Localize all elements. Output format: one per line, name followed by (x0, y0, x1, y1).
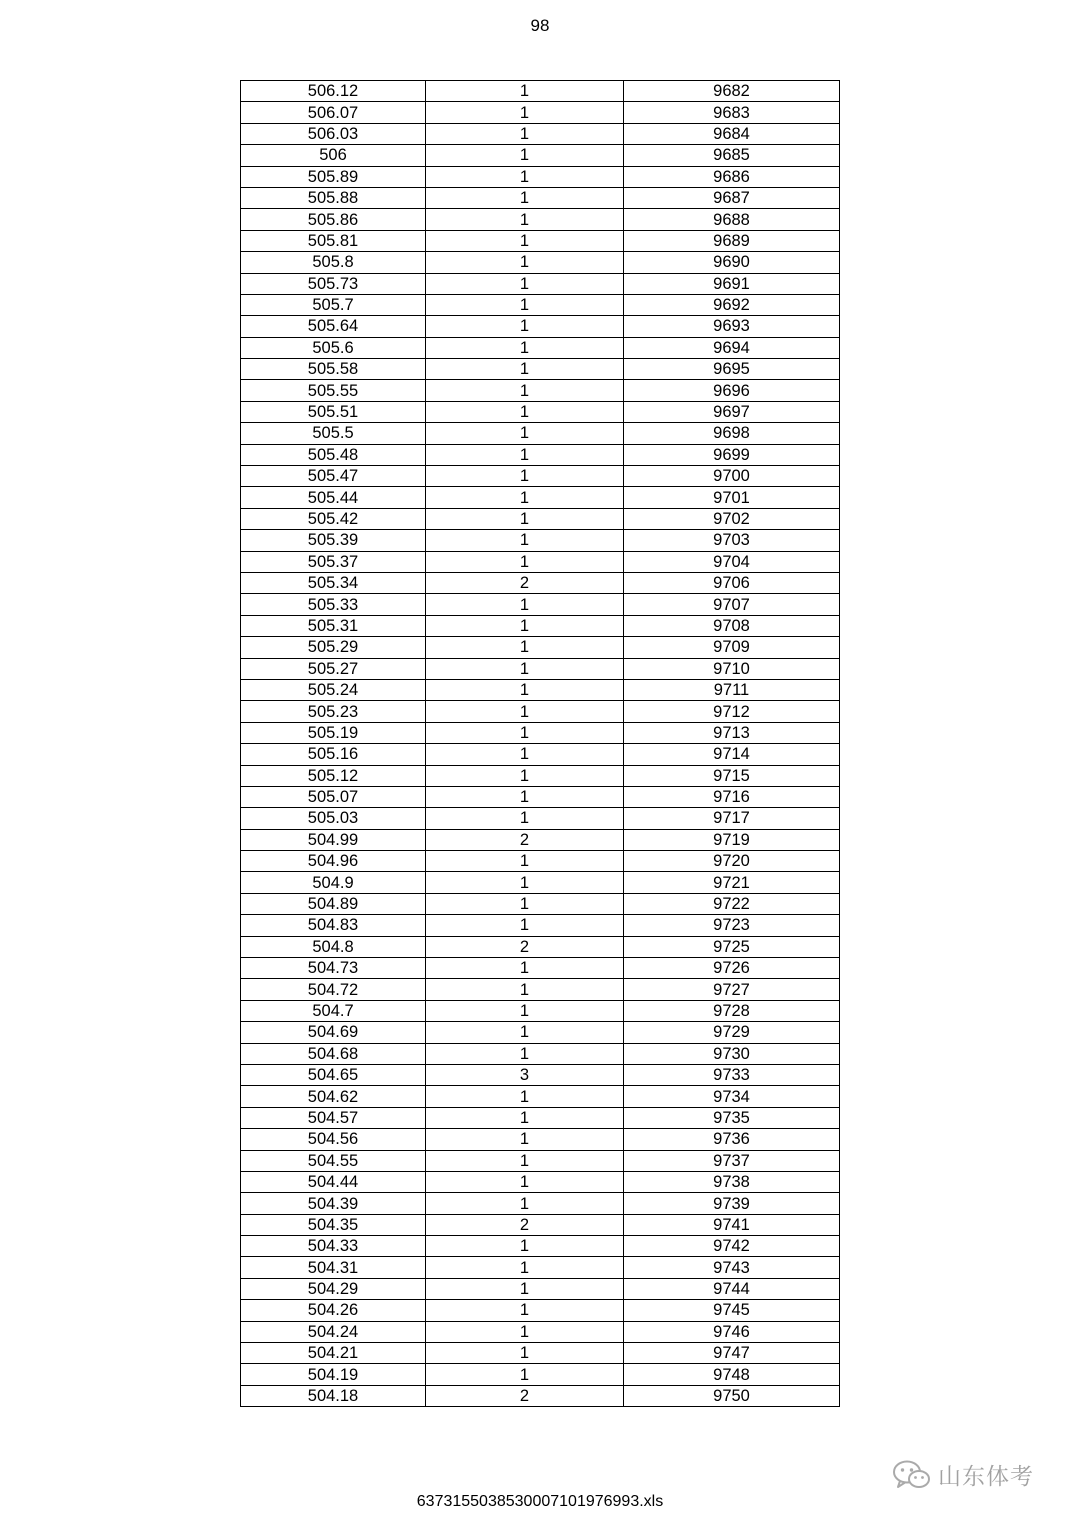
count-cell: 1 (426, 851, 624, 872)
score-cell: 504.73 (241, 958, 426, 979)
table-row (241, 786, 840, 807)
table-row (241, 1043, 840, 1064)
score-cell: 505.27 (241, 658, 426, 679)
count-cell: 1 (426, 786, 624, 807)
score-cell: 505.6 (241, 337, 426, 358)
cumulative-cell: 9707 (624, 594, 840, 615)
count-cell: 1 (426, 679, 624, 700)
table-row (241, 551, 840, 572)
score-cell: 505.89 (241, 166, 426, 187)
cumulative-cell: 9728 (624, 1000, 840, 1021)
count-cell: 2 (426, 572, 624, 593)
cumulative-cell: 9723 (624, 915, 840, 936)
cumulative-cell: 9715 (624, 765, 840, 786)
count-cell: 1 (426, 765, 624, 786)
count-cell: 1 (426, 444, 624, 465)
watermark-text: 山东体考 (938, 1464, 1034, 1490)
score-cell: 505.73 (241, 273, 426, 294)
table-row (241, 1193, 840, 1214)
table-row (241, 893, 840, 914)
count-cell: 1 (426, 1150, 624, 1171)
cumulative-cell: 9721 (624, 872, 840, 893)
cumulative-cell: 9739 (624, 1193, 840, 1214)
count-cell: 1 (426, 209, 624, 230)
score-cell: 505.16 (241, 744, 426, 765)
count-cell: 1 (426, 81, 624, 102)
table-row (241, 1300, 840, 1321)
footer-filename: 637315503853000710197699​3.xls (416, 1493, 664, 1510)
score-cell: 504.29 (241, 1278, 426, 1299)
cumulative-cell: 9742 (624, 1236, 840, 1257)
table-row (241, 487, 840, 508)
table-row (241, 1129, 840, 1150)
count-cell: 1 (426, 466, 624, 487)
score-cell: 504.65 (241, 1064, 426, 1085)
table-row (241, 936, 840, 957)
cumulative-cell: 9698 (624, 423, 840, 444)
cumulative-cell: 9701 (624, 487, 840, 508)
table-row (241, 851, 840, 872)
cumulative-cell: 9719 (624, 829, 840, 850)
count-cell: 2 (426, 829, 624, 850)
count-cell: 1 (426, 273, 624, 294)
score-cell: 505.23 (241, 701, 426, 722)
score-cell: 505.44 (241, 487, 426, 508)
table-row (241, 722, 840, 743)
table-row (241, 808, 840, 829)
count-cell: 1 (426, 979, 624, 1000)
cumulative-cell: 9747 (624, 1343, 840, 1364)
score-cell: 504.18 (241, 1385, 426, 1406)
score-cell: 505.81 (241, 230, 426, 251)
score-cell: 505.42 (241, 508, 426, 529)
cumulative-cell: 9695 (624, 359, 840, 380)
count-cell: 1 (426, 551, 624, 572)
score-cell: 505.86 (241, 209, 426, 230)
cumulative-cell: 9748 (624, 1364, 840, 1385)
table-row (241, 380, 840, 401)
cumulative-cell: 9688 (624, 209, 840, 230)
cumulative-cell: 9712 (624, 701, 840, 722)
score-cell: 505.37 (241, 551, 426, 572)
score-cell: 505.51 (241, 401, 426, 422)
count-cell: 1 (426, 123, 624, 144)
table-row (241, 1257, 840, 1278)
score-cell: 505.07 (241, 786, 426, 807)
cumulative-cell: 9690 (624, 252, 840, 273)
count-cell: 1 (426, 1022, 624, 1043)
score-cell: 505.7 (241, 294, 426, 315)
score-cell: 504.68 (241, 1043, 426, 1064)
cumulative-cell: 9743 (624, 1257, 840, 1278)
cumulative-cell: 9704 (624, 551, 840, 572)
count-cell: 1 (426, 872, 624, 893)
cumulative-cell: 9722 (624, 893, 840, 914)
score-cell: 504.8 (241, 936, 426, 957)
score-cell: 505.03 (241, 808, 426, 829)
table-row (241, 1214, 840, 1235)
score-cell: 505.33 (241, 594, 426, 615)
score-cell: 506.07 (241, 102, 426, 123)
score-cell: 505.31 (241, 615, 426, 636)
table-row (241, 316, 840, 337)
cumulative-cell: 9733 (624, 1064, 840, 1085)
table-row (241, 359, 840, 380)
score-cell: 504.19 (241, 1364, 426, 1385)
table-row (241, 1022, 840, 1043)
score-cell: 504.33 (241, 1236, 426, 1257)
count-cell: 1 (426, 487, 624, 508)
table-row (241, 81, 840, 102)
cumulative-cell: 9738 (624, 1171, 840, 1192)
score-cell: 504.56 (241, 1129, 426, 1150)
count-cell: 1 (426, 230, 624, 251)
table-row (241, 1171, 840, 1192)
count-cell: 1 (426, 102, 624, 123)
score-cell: 505.39 (241, 530, 426, 551)
table-row (241, 123, 840, 144)
table-row (241, 1343, 840, 1364)
count-cell: 1 (426, 958, 624, 979)
cumulative-cell: 9686 (624, 166, 840, 187)
cumulative-cell: 9702 (624, 508, 840, 529)
count-cell: 1 (426, 1257, 624, 1278)
table-row (241, 166, 840, 187)
count-cell: 1 (426, 658, 624, 679)
score-cell: 505.48 (241, 444, 426, 465)
table-row (241, 1278, 840, 1299)
score-cell: 504.26 (241, 1300, 426, 1321)
cumulative-cell: 9725 (624, 936, 840, 957)
count-cell: 1 (426, 294, 624, 315)
count-cell: 1 (426, 594, 624, 615)
cumulative-cell: 9746 (624, 1321, 840, 1342)
watermark (892, 1458, 1034, 1491)
table-row (241, 273, 840, 294)
score-cell: 504.35 (241, 1214, 426, 1235)
score-cell: 504.21 (241, 1343, 426, 1364)
score-cell: 505.34 (241, 572, 426, 593)
score-cell: 504.9 (241, 872, 426, 893)
cumulative-cell: 9716 (624, 786, 840, 807)
cumulative-cell: 9711 (624, 679, 840, 700)
count-cell: 1 (426, 316, 624, 337)
table-row (241, 209, 840, 230)
score-cell: 504.7 (241, 1000, 426, 1021)
count-cell: 1 (426, 1193, 624, 1214)
score-cell: 505.19 (241, 722, 426, 743)
score-cell: 505.64 (241, 316, 426, 337)
cumulative-cell: 9692 (624, 294, 840, 315)
score-cell: 505.8 (241, 252, 426, 273)
count-cell: 1 (426, 423, 624, 444)
count-cell: 1 (426, 1236, 624, 1257)
table-row (241, 145, 840, 166)
table-row (241, 187, 840, 208)
cumulative-cell: 9709 (624, 637, 840, 658)
score-cell: 505.12 (241, 765, 426, 786)
table-row (241, 1086, 840, 1107)
cumulative-cell: 9689 (624, 230, 840, 251)
count-cell: 1 (426, 1043, 624, 1064)
page-number: 98 (530, 16, 550, 35)
table-row (241, 230, 840, 251)
count-cell: 1 (426, 1343, 624, 1364)
table-row (241, 872, 840, 893)
score-cell: 505.5 (241, 423, 426, 444)
table-row (241, 530, 840, 551)
table-row (241, 1321, 840, 1342)
table-row (241, 637, 840, 658)
score-cell: 504.72 (241, 979, 426, 1000)
table-row (241, 1064, 840, 1085)
cumulative-cell: 9734 (624, 1086, 840, 1107)
table-row (241, 765, 840, 786)
score-cell: 505.24 (241, 679, 426, 700)
score-cell: 504.99 (241, 829, 426, 850)
count-cell: 1 (426, 187, 624, 208)
score-cell: 505.47 (241, 466, 426, 487)
table-row (241, 829, 840, 850)
cumulative-cell: 9682 (624, 81, 840, 102)
count-cell: 1 (426, 145, 624, 166)
cumulative-cell: 9697 (624, 401, 840, 422)
table-row (241, 572, 840, 593)
table-row (241, 1107, 840, 1128)
cumulative-cell: 9706 (624, 572, 840, 593)
score-cell: 504.96 (241, 851, 426, 872)
score-cell: 504.39 (241, 1193, 426, 1214)
table-row (241, 915, 840, 936)
score-cell: 504.62 (241, 1086, 426, 1107)
count-cell: 1 (426, 530, 624, 551)
cumulative-cell: 9691 (624, 273, 840, 294)
score-cell: 505.55 (241, 380, 426, 401)
count-cell: 1 (426, 1364, 624, 1385)
count-cell: 1 (426, 915, 624, 936)
score-table (240, 80, 840, 1407)
table-row (241, 294, 840, 315)
table-body (241, 81, 840, 1407)
table-row (241, 1364, 840, 1385)
cumulative-cell: 9713 (624, 722, 840, 743)
table-row (241, 102, 840, 123)
score-cell: 506.03 (241, 123, 426, 144)
count-cell: 3 (426, 1064, 624, 1085)
count-cell: 1 (426, 637, 624, 658)
cumulative-cell: 9726 (624, 958, 840, 979)
count-cell: 2 (426, 1385, 624, 1406)
score-cell: 506.12 (241, 81, 426, 102)
table-row (241, 508, 840, 529)
cumulative-cell: 9750 (624, 1385, 840, 1406)
score-cell: 504.44 (241, 1171, 426, 1192)
count-cell: 1 (426, 1171, 624, 1192)
count-cell: 1 (426, 722, 624, 743)
cumulative-cell: 9699 (624, 444, 840, 465)
table-row (241, 1385, 840, 1406)
count-cell: 1 (426, 508, 624, 529)
count-cell: 1 (426, 1107, 624, 1128)
score-cell: 504.57 (241, 1107, 426, 1128)
count-cell: 1 (426, 359, 624, 380)
count-cell: 1 (426, 401, 624, 422)
table-row (241, 1000, 840, 1021)
score-cell: 506 (241, 145, 426, 166)
cumulative-cell: 9720 (624, 851, 840, 872)
cumulative-cell: 9693 (624, 316, 840, 337)
count-cell: 1 (426, 615, 624, 636)
cumulative-cell: 9735 (624, 1107, 840, 1128)
table-row (241, 423, 840, 444)
count-cell: 1 (426, 744, 624, 765)
table-row (241, 1150, 840, 1171)
count-cell: 1 (426, 1000, 624, 1021)
cumulative-cell: 9727 (624, 979, 840, 1000)
score-cell: 504.89 (241, 893, 426, 914)
cumulative-cell: 9685 (624, 145, 840, 166)
score-cell: 504.24 (241, 1321, 426, 1342)
count-cell: 1 (426, 701, 624, 722)
cumulative-cell: 9741 (624, 1214, 840, 1235)
cumulative-cell: 9714 (624, 744, 840, 765)
count-cell: 1 (426, 1300, 624, 1321)
count-cell: 1 (426, 1086, 624, 1107)
count-cell: 1 (426, 893, 624, 914)
count-cell: 1 (426, 1278, 624, 1299)
table-row (241, 658, 840, 679)
table-row (241, 679, 840, 700)
cumulative-cell: 9687 (624, 187, 840, 208)
table-row (241, 594, 840, 615)
cumulative-cell: 9694 (624, 337, 840, 358)
wechat-icon (892, 1459, 932, 1491)
cumulative-cell: 9696 (624, 380, 840, 401)
table-row (241, 979, 840, 1000)
cumulative-cell: 9703 (624, 530, 840, 551)
cumulative-cell: 9700 (624, 466, 840, 487)
cumulative-cell: 9683 (624, 102, 840, 123)
count-cell: 1 (426, 166, 624, 187)
cumulative-cell: 9684 (624, 123, 840, 144)
table-row (241, 444, 840, 465)
score-cell: 504.83 (241, 915, 426, 936)
count-cell: 2 (426, 1214, 624, 1235)
cumulative-cell: 9737 (624, 1150, 840, 1171)
table-row (241, 958, 840, 979)
count-cell: 1 (426, 252, 624, 273)
cumulative-cell: 9708 (624, 615, 840, 636)
score-cell: 504.55 (241, 1150, 426, 1171)
table-row (241, 252, 840, 273)
cumulative-cell: 9717 (624, 808, 840, 829)
count-cell: 1 (426, 1129, 624, 1150)
table-row (241, 701, 840, 722)
score-cell: 504.31 (241, 1257, 426, 1278)
count-cell: 1 (426, 1321, 624, 1342)
cumulative-cell: 9730 (624, 1043, 840, 1064)
table-row (241, 337, 840, 358)
count-cell: 1 (426, 808, 624, 829)
score-cell: 505.29 (241, 637, 426, 658)
table-row (241, 744, 840, 765)
count-cell: 1 (426, 337, 624, 358)
cumulative-cell: 9744 (624, 1278, 840, 1299)
score-cell: 505.88 (241, 187, 426, 208)
score-cell: 505.58 (241, 359, 426, 380)
count-cell: 1 (426, 380, 624, 401)
cumulative-cell: 9729 (624, 1022, 840, 1043)
table-row (241, 401, 840, 422)
cumulative-cell: 9745 (624, 1300, 840, 1321)
score-cell: 504.69 (241, 1022, 426, 1043)
table-row (241, 615, 840, 636)
count-cell: 2 (426, 936, 624, 957)
cumulative-cell: 9736 (624, 1129, 840, 1150)
table-row (241, 1236, 840, 1257)
table-row (241, 466, 840, 487)
cumulative-cell: 9710 (624, 658, 840, 679)
